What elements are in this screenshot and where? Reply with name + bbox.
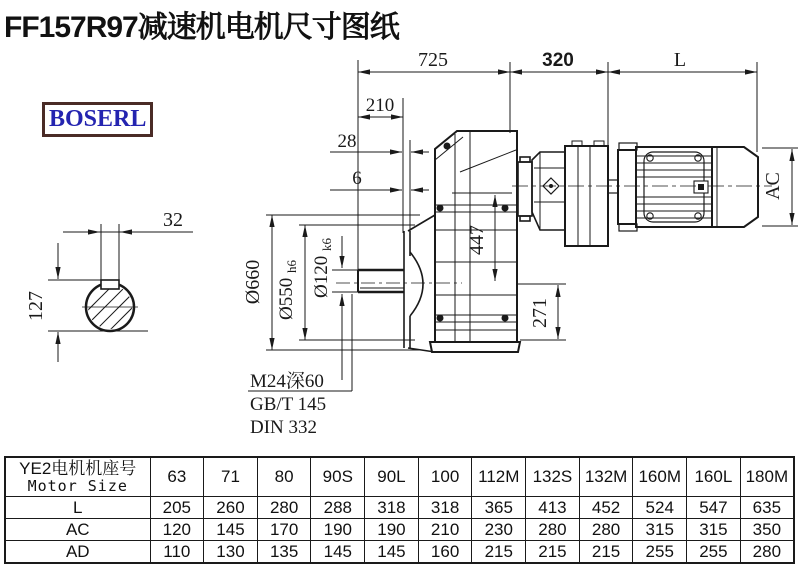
dim-AC: AC: [762, 172, 784, 200]
table-cell: 315: [633, 519, 687, 541]
table-cell: 215: [579, 541, 633, 564]
dim-d550-main: Ø550: [276, 277, 297, 320]
table-cell: 145: [311, 541, 365, 564]
table-cell: 318: [365, 497, 419, 519]
row-label-AD: AD: [5, 541, 150, 564]
table-cell: 135: [257, 541, 311, 564]
dim-210: 210: [365, 95, 395, 116]
column-header-80: 80: [257, 457, 311, 497]
table-cell: 350: [740, 519, 794, 541]
page-title: FF157R97减速机电机尺寸图纸: [4, 11, 399, 44]
table-cell: 452: [579, 497, 633, 519]
table-cell: 230: [472, 519, 526, 541]
row-label-L: L: [5, 497, 150, 519]
note-thread: M24深60: [250, 371, 324, 392]
table-cell: 190: [365, 519, 419, 541]
column-header-132S: 132S: [526, 457, 580, 497]
table-cell: 280: [257, 497, 311, 519]
row-label-AC: AC: [5, 519, 150, 541]
column-header-63: 63: [150, 457, 204, 497]
column-header-112M: 112M: [472, 457, 526, 497]
dim-6: 6: [352, 168, 362, 189]
table-cell: 547: [687, 497, 741, 519]
table-body: [5, 497, 794, 564]
table-cell: 145: [204, 519, 258, 541]
column-header-160M: 160M: [633, 457, 687, 497]
table-row-AD: [5, 541, 794, 564]
table-cell: 215: [472, 541, 526, 564]
dim-447: 447: [466, 225, 488, 255]
coupling-adapter: [518, 141, 618, 246]
table-row-AC: [5, 519, 794, 541]
dim-d120: [311, 238, 334, 298]
table-cell: 524: [633, 497, 687, 519]
column-header-71: 71: [204, 457, 258, 497]
motor-size-header-cn: YE2电机机座号: [19, 459, 137, 478]
dim-d120-main: Ø120: [311, 255, 332, 298]
table-cell: 110: [150, 541, 204, 564]
dim-d660: Ø660: [242, 259, 264, 305]
top-dimensions: [330, 60, 757, 270]
table-cell: 190: [311, 519, 365, 541]
dim-L: L: [673, 49, 687, 71]
output-flange: [336, 215, 462, 352]
column-header-180M: 180M: [740, 457, 794, 497]
table-cell: 160: [418, 541, 472, 564]
dim-d550-sub: h6: [284, 260, 299, 274]
column-header-160L: 160L: [687, 457, 741, 497]
dim-32: 32: [163, 209, 183, 231]
column-header-90S: 90S: [311, 457, 365, 497]
table-cell: 255: [687, 541, 741, 564]
dim-271: 271: [529, 298, 551, 328]
table-cell: 318: [418, 497, 472, 519]
table-cell: 280: [740, 541, 794, 564]
table-cell: 280: [526, 519, 580, 541]
table-cell: 205: [150, 497, 204, 519]
table-cell: 365: [472, 497, 526, 519]
dim-127: 127: [25, 291, 47, 321]
dim-d120-sub: k6: [319, 238, 334, 252]
dim-320: 320: [542, 50, 574, 71]
table-cell: 413: [526, 497, 580, 519]
table-cell: 120: [150, 519, 204, 541]
boserl-logo-text: BOSERL: [49, 106, 147, 132]
table-cell: 635: [740, 497, 794, 519]
table-cell: 315: [687, 519, 741, 541]
column-header-132M: 132M: [579, 457, 633, 497]
table-row-L: [5, 497, 794, 519]
table-cell: 145: [365, 541, 419, 564]
dim-725: 725: [418, 49, 448, 71]
column-header-90L: 90L: [365, 457, 419, 497]
table-cell: 280: [579, 519, 633, 541]
table-cell: 210: [418, 519, 472, 541]
motor-size-header-en: Motor Size: [27, 477, 128, 495]
table-cell: 170: [257, 519, 311, 541]
motor-size-header: [5, 457, 150, 497]
table-cell: 288: [311, 497, 365, 519]
note-din: DIN 332: [250, 417, 318, 438]
table-cell: 255: [633, 541, 687, 564]
motor-screws: [647, 155, 701, 219]
table-cell: 260: [204, 497, 258, 519]
note-gb: GB/T 145: [250, 394, 327, 415]
column-header-100: 100: [418, 457, 472, 497]
dim-28: 28: [337, 131, 357, 152]
motor-spec-table: [4, 456, 795, 564]
table-cell: 215: [526, 541, 580, 564]
table-header-row: [5, 457, 794, 497]
shaft-section-view: [48, 224, 193, 362]
dim-d550: [276, 260, 299, 320]
table-cell: 130: [204, 541, 258, 564]
